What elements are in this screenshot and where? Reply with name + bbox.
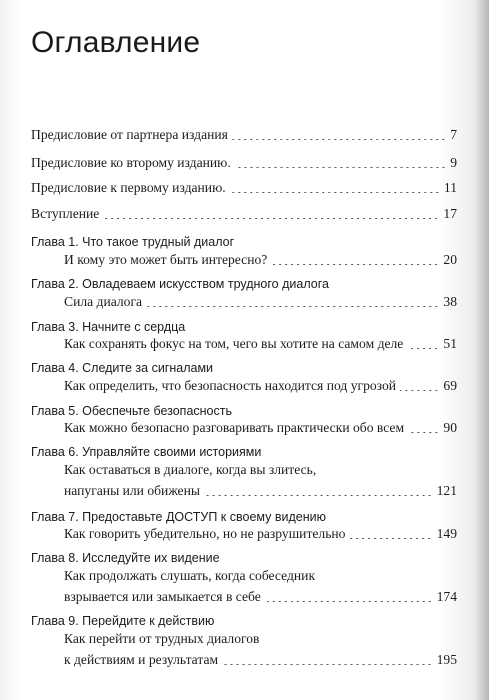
toc-page-number: 149 xyxy=(436,526,457,541)
toc-entry xyxy=(64,630,457,648)
dot-leader xyxy=(400,390,439,391)
toc-entry xyxy=(64,377,457,395)
toc-page-number: 17 xyxy=(443,206,457,221)
toc-page-number: 38 xyxy=(443,294,457,309)
toc-entry-text: Как оставаться в диалоге, когда вы злитесь, xyxy=(64,462,317,477)
toc-entry-text: Предисловие ко второму изданию. xyxy=(31,155,231,170)
toc-entry xyxy=(64,525,457,543)
dot-leader xyxy=(230,192,440,193)
toc-entry xyxy=(31,205,457,223)
toc-entry xyxy=(64,567,457,585)
toc-page-number: 11 xyxy=(443,180,457,195)
toc-entry-text: Как можно безопасно разговаривать практически обо всем xyxy=(64,420,405,435)
toc-entry-text: Вступление xyxy=(31,206,100,221)
chapter-heading xyxy=(31,359,457,377)
toc-entry-text: Как продолжать слушать, когда собеседник xyxy=(64,568,316,583)
toc-entry xyxy=(64,293,457,311)
chapter-heading xyxy=(31,318,457,336)
toc-page-number: 7 xyxy=(450,127,457,142)
chapter-title: Глава 5. Обеспечьте безопасность xyxy=(31,404,232,418)
chapter-title: Глава 9. Перейдите к действию xyxy=(31,614,215,628)
toc-entry xyxy=(31,154,457,172)
page-title: Оглавление xyxy=(31,26,201,59)
toc-entry xyxy=(31,179,457,197)
toc-page-number: 90 xyxy=(443,420,457,435)
toc-page-number: 121 xyxy=(436,483,457,498)
dot-leader xyxy=(408,432,439,433)
toc-entry xyxy=(31,126,457,144)
dot-leader xyxy=(407,348,439,349)
toc-entry-text: Как сохранять фокус на том, чего вы хотите на самом деле xyxy=(64,336,404,351)
toc-entry-text: Как говорить убедительно, но не разрушительно xyxy=(64,526,346,541)
toc-entry xyxy=(64,335,457,353)
dot-leader xyxy=(265,601,433,602)
toc-entry xyxy=(64,651,457,669)
chapter-heading xyxy=(31,402,457,420)
toc-entry-text: Предисловие от партнера издания xyxy=(31,127,228,142)
dot-leader xyxy=(103,218,439,219)
toc-page-number: 195 xyxy=(436,652,457,667)
chapter-title: Глава 2. Овладеваем искусством трудного диалога xyxy=(31,277,329,291)
dot-leader xyxy=(232,139,446,140)
dot-leader xyxy=(146,306,439,307)
chapter-heading xyxy=(31,233,457,251)
chapter-title: Глава 3. Начните с сердца xyxy=(31,320,186,334)
dot-leader xyxy=(271,264,439,265)
toc-entry-text: Предисловие к первому изданию. xyxy=(31,180,226,195)
toc-page-number: 51 xyxy=(443,336,457,351)
toc-entry-text: Сила диалога xyxy=(64,294,143,309)
dot-leader xyxy=(204,495,433,496)
toc-entry-text: Как определить, что безопасность находится под угрозой xyxy=(64,378,397,393)
toc-page-number: 174 xyxy=(436,589,457,604)
chapter-heading xyxy=(31,508,457,526)
chapter-title: Глава 8. Исследуйте их видение xyxy=(31,551,220,565)
chapter-title: Глава 6. Управляйте своими историями xyxy=(31,445,262,459)
toc-entry xyxy=(64,482,457,500)
chapter-heading xyxy=(31,275,457,293)
toc-page-number: 20 xyxy=(443,252,457,267)
toc-entry-text: взрывается или замыкается в себе xyxy=(64,589,261,604)
toc-entry-text: к действиям и результатам xyxy=(64,652,219,667)
toc-page-number: 69 xyxy=(443,378,457,393)
chapter-heading xyxy=(31,549,457,567)
chapter-title: Глава 4. Следите за сигналами xyxy=(31,361,214,375)
toc-entry xyxy=(64,461,457,479)
chapter-heading xyxy=(31,612,457,630)
chapter-title: Глава 1. Что такое трудный диалог xyxy=(31,235,235,249)
toc-entry xyxy=(64,419,457,437)
dot-leader xyxy=(235,167,446,168)
chapter-heading xyxy=(31,443,457,461)
chapter-title: Глава 7. Предоставьте ДОСТУП к своему видению xyxy=(31,510,326,524)
dot-leader xyxy=(222,664,433,665)
toc-entry-text: Как перейти от трудных диалогов xyxy=(64,631,260,646)
dot-leader xyxy=(349,538,432,539)
toc-entry xyxy=(64,251,457,269)
toc-entry-text: напуганы или обижены xyxy=(64,483,200,498)
toc-entry-text: И кому это может быть интересно? xyxy=(64,252,268,267)
toc-entry xyxy=(64,588,457,606)
toc-page-number: 9 xyxy=(450,155,457,170)
